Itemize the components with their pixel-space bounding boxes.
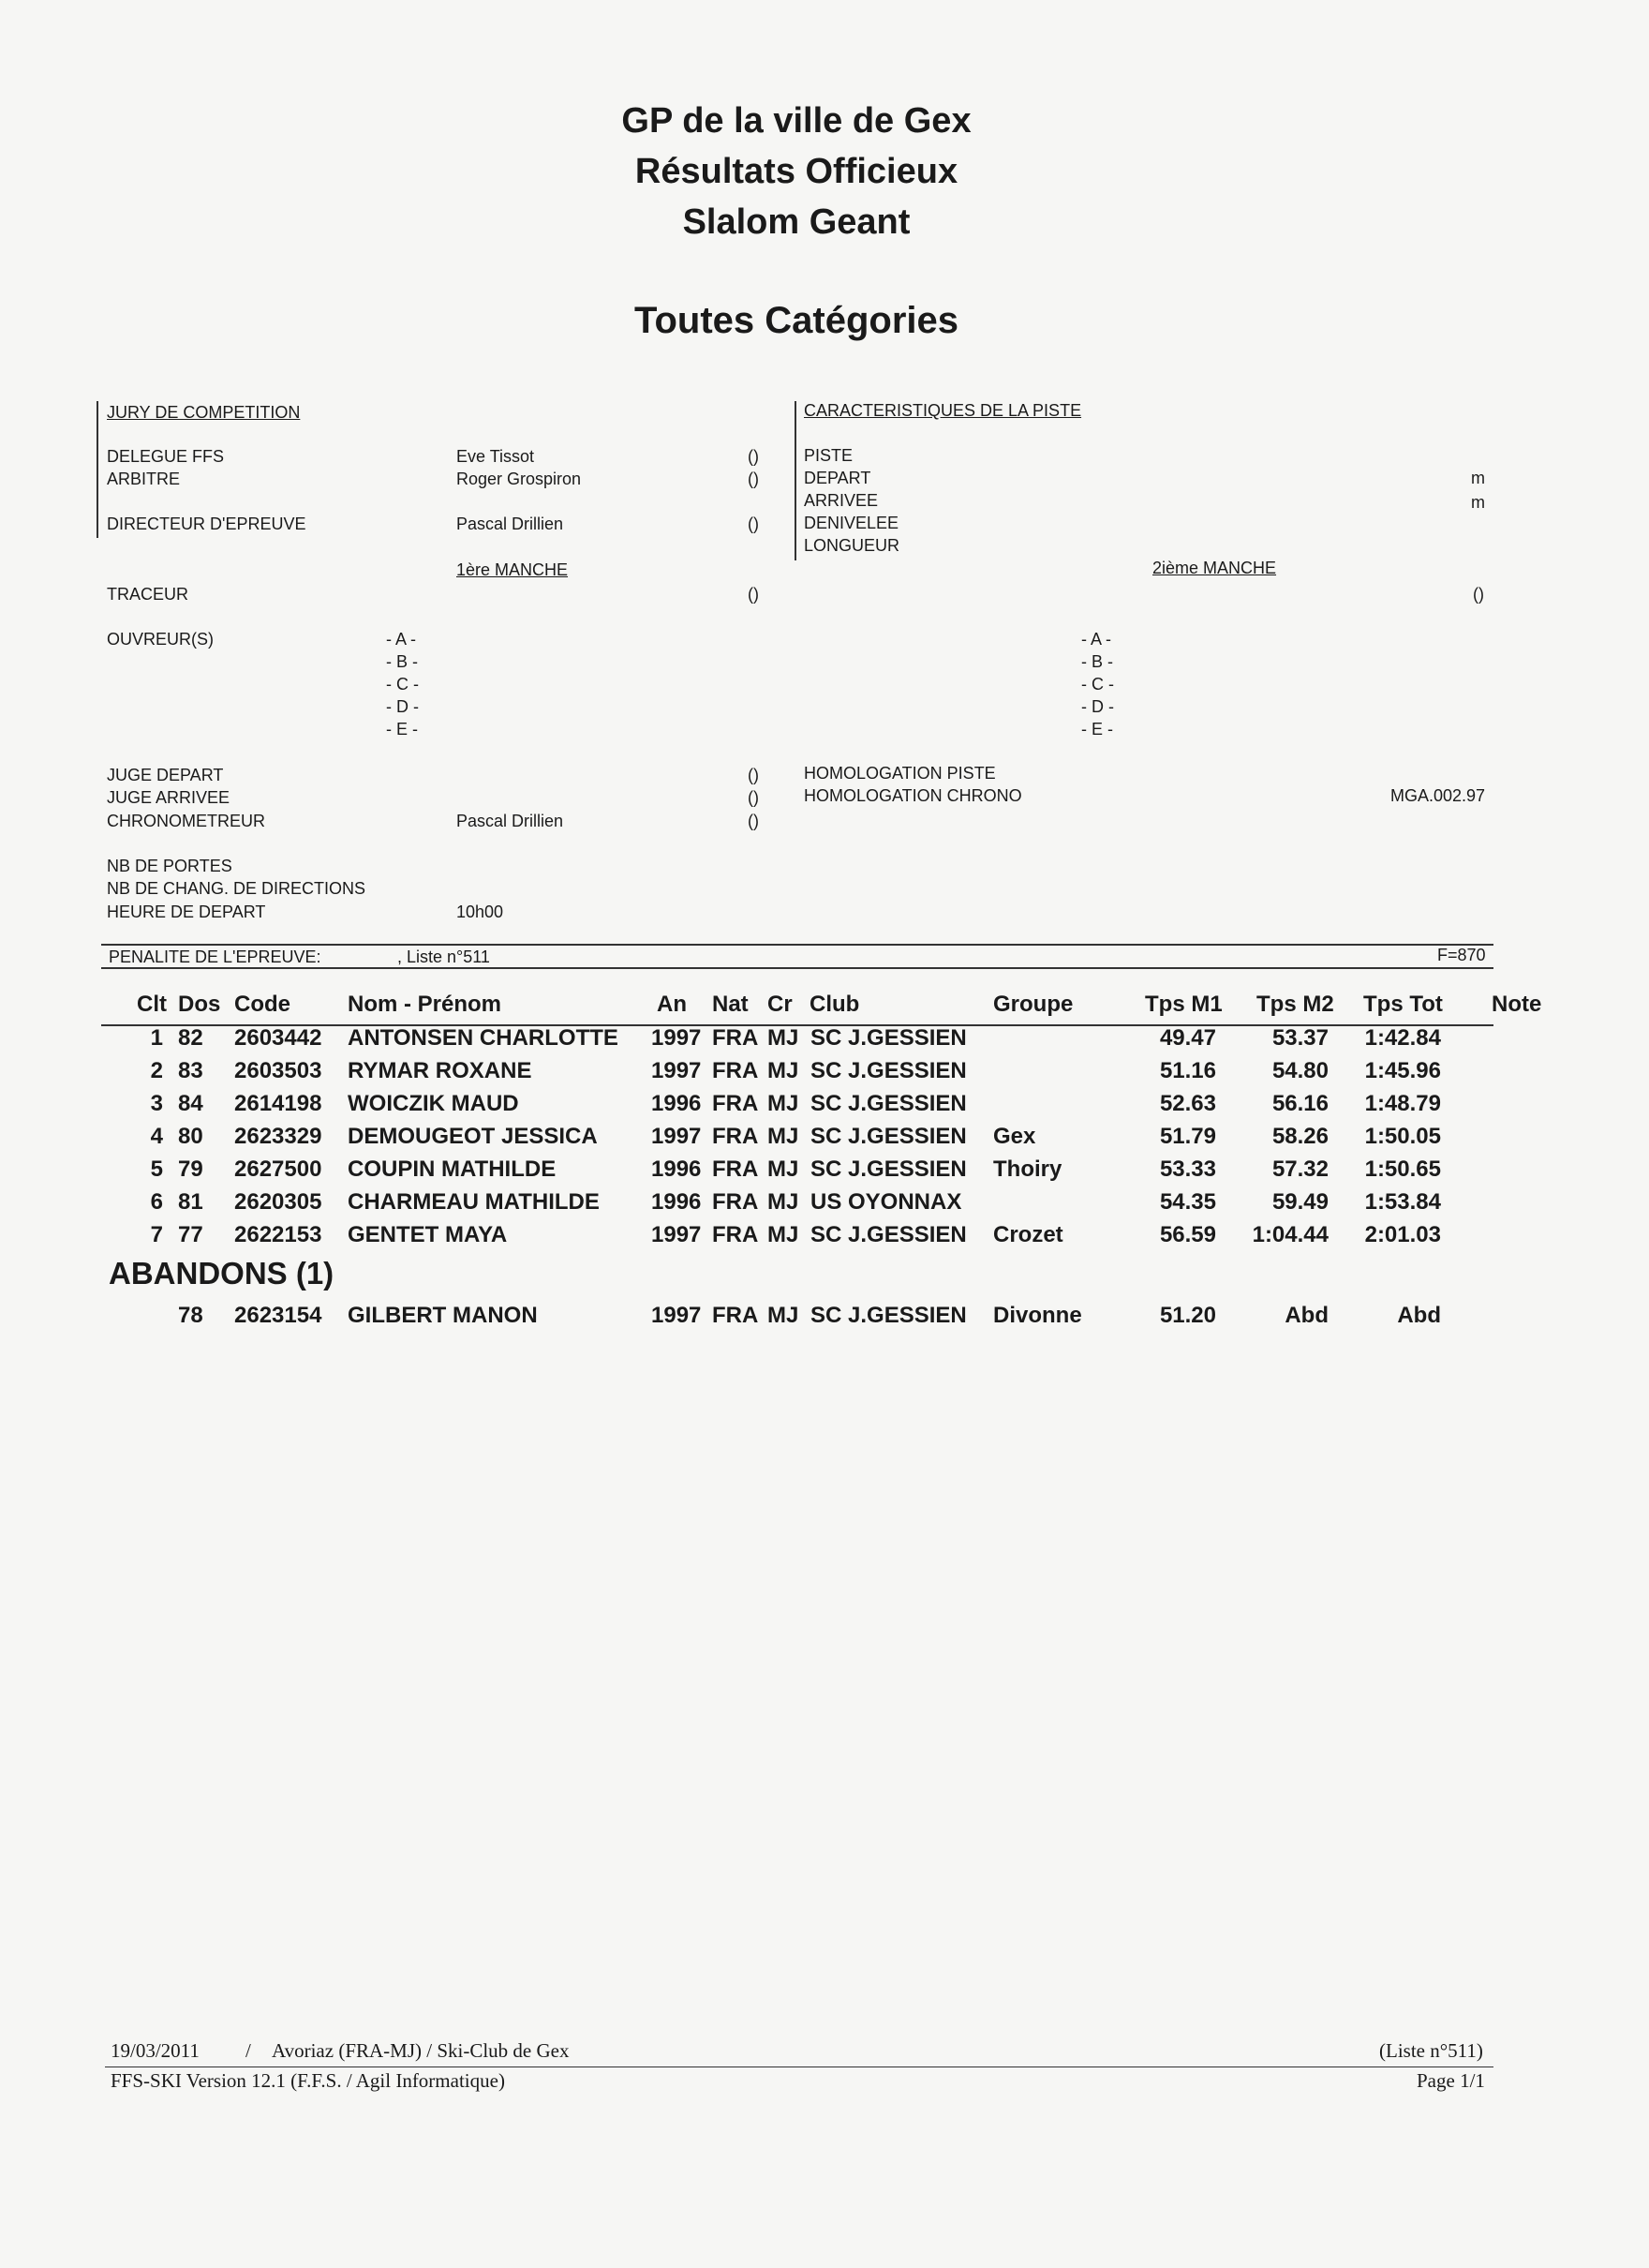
depart-unit: m (1471, 469, 1485, 487)
cell-nom: WOICZIK MAUD (348, 1091, 519, 1116)
footer-event: Avoriaz (FRA-MJ) / Ski-Club de Gex (272, 2039, 570, 2062)
cell-an: 1996 (651, 1189, 702, 1215)
cell-m2: Abd (1285, 1303, 1329, 1328)
cell-m2: 59.49 (1271, 1189, 1329, 1215)
cell-tot: 1:42.84 (1364, 1025, 1441, 1051)
arbitre-name: Roger Grospiron (456, 470, 582, 488)
cell-an: 1997 (651, 1058, 702, 1083)
ouvreur-slot: - D - (386, 697, 419, 716)
ouvreur-slot: - A - (386, 630, 417, 649)
cell-tot: Abd (1397, 1303, 1441, 1328)
cell-dos: 78 (178, 1303, 203, 1328)
cell-club: SC J.GESSIEN (810, 1124, 967, 1149)
penalite-f-value: F=870 (1437, 946, 1486, 964)
cell-nom: GILBERT MANON (348, 1303, 538, 1328)
cell-club: SC J.GESSIEN (810, 1025, 967, 1051)
chrono-name: Pascal Drillien (456, 812, 564, 830)
cell-nat: FRA (712, 1091, 759, 1116)
chrono-paren: () (748, 812, 759, 830)
cell-clt: 2 (150, 1058, 163, 1083)
table-row (0, 1189, 1593, 1221)
cell-nat: FRA (712, 1058, 759, 1083)
abandons-title: ABANDONS (1) (109, 1256, 334, 1291)
footer-liste: (Liste n°511) (1379, 2039, 1483, 2062)
directeur-paren: () (748, 515, 759, 533)
cell-code: 2623154 (234, 1303, 322, 1328)
cell-tot: 1:50.05 (1364, 1124, 1441, 1149)
cell-nom: RYMAR ROXANE (348, 1058, 532, 1083)
penalite-label: PENALITE DE L'EPREUVE: (109, 947, 321, 966)
ouvreur-slot: - E - (1081, 720, 1113, 739)
cell-code: 2620305 (234, 1189, 322, 1215)
cell-clt: 3 (150, 1091, 163, 1116)
cell-cr: MJ (767, 1303, 799, 1328)
cell-nat: FRA (712, 1189, 759, 1215)
denivelee-label: DENIVELEE (804, 514, 899, 532)
cell-club: SC J.GESSIEN (810, 1156, 967, 1182)
cell-dos: 84 (178, 1091, 203, 1116)
cell-an: 1997 (651, 1124, 702, 1149)
cell-cr: MJ (767, 1091, 799, 1116)
manche1-heading: 1ère MANCHE (456, 560, 569, 579)
cell-m2: 56.16 (1271, 1091, 1329, 1116)
directions-label: NB DE CHANG. DE DIRECTIONS (107, 879, 366, 898)
table-row (0, 1124, 1593, 1156)
cell-groupe: Crozet (993, 1222, 1063, 1247)
delegue-paren: () (748, 447, 759, 466)
cell-nat: FRA (712, 1124, 759, 1149)
cell-nat: FRA (712, 1025, 759, 1051)
ouvreur-slot: - D - (1081, 697, 1114, 716)
depart-label: DEPART (804, 469, 871, 487)
piste-heading: CARACTERISTIQUES DE LA PISTE (804, 401, 1082, 420)
cell-cr: MJ (767, 1222, 799, 1247)
penalite-top-line (101, 944, 1493, 946)
cell-tot: 1:53.84 (1364, 1189, 1441, 1215)
ouvreur-slot: - C - (386, 675, 419, 694)
cell-an: 1997 (651, 1303, 702, 1328)
cell-groupe: Thoiry (993, 1156, 1062, 1182)
col-dos: Dos (178, 992, 221, 1017)
table-row (0, 1156, 1593, 1188)
cell-groupe: Divonne (993, 1303, 1082, 1328)
traceur-paren-1: () (748, 585, 759, 604)
cell-cr: MJ (767, 1189, 799, 1215)
homol-piste-label: HOMOLOGATION PISTE (804, 764, 996, 783)
cell-m1: 53.33 (1159, 1156, 1216, 1182)
title-event: GP de la ville de Gex (621, 101, 972, 141)
col-an: An (657, 992, 687, 1017)
footer-date: 19/03/2011 (111, 2039, 200, 2062)
table-row (0, 1058, 1593, 1090)
cell-nom: ANTONSEN CHARLOTTE (348, 1025, 618, 1051)
cell-club: SC J.GESSIEN (810, 1222, 967, 1247)
cell-cr: MJ (767, 1025, 799, 1051)
title-results: Résultats Officieux (634, 152, 958, 191)
juge-arrivee-label: JUGE ARRIVEE (107, 788, 230, 807)
cell-dos: 77 (178, 1222, 203, 1247)
juge-depart-label: JUGE DEPART (107, 766, 224, 784)
traceur-label: TRACEUR (107, 585, 189, 604)
cell-nom: COUPIN MATHILDE (348, 1156, 557, 1182)
col-cr: Cr (767, 992, 793, 1017)
col-nom: Nom - Prénom (348, 992, 502, 1017)
longueur-label: LONGUEUR (804, 536, 900, 555)
ouvreur-slot: - C - (1081, 675, 1114, 694)
title-category: Toutes Catégories (634, 300, 958, 341)
footer-page: Page 1/1 (1417, 2069, 1485, 2092)
cell-m1: 51.16 (1159, 1058, 1216, 1083)
table-row (0, 1091, 1593, 1123)
penalite-bottom-line (101, 967, 1493, 969)
cell-an: 1997 (651, 1025, 702, 1051)
cell-clt: 5 (150, 1156, 163, 1182)
cell-dos: 81 (178, 1189, 203, 1215)
cell-m1: 52.63 (1159, 1091, 1216, 1116)
cell-nom: DEMOUGEOT JESSICA (348, 1124, 598, 1149)
cell-club: SC J.GESSIEN (810, 1091, 967, 1116)
cell-nom: CHARMEAU MATHILDE (348, 1189, 600, 1215)
cell-tot: 2:01.03 (1364, 1222, 1441, 1247)
ouvreur-slot: - B - (1081, 652, 1113, 671)
cell-m1: 51.20 (1159, 1303, 1216, 1328)
cell-dos: 82 (178, 1025, 203, 1051)
table-header (0, 992, 1593, 1023)
ouvreur-slot: - E - (386, 720, 418, 739)
table-row (0, 1222, 1593, 1254)
heure-label: HEURE DE DEPART (107, 903, 266, 921)
portes-label: NB DE PORTES (107, 857, 232, 875)
col-nat: Nat (712, 992, 749, 1017)
directeur-name: Pascal Drillien (456, 515, 564, 533)
cell-code: 2627500 (234, 1156, 322, 1182)
col-m1: Tps M1 (1145, 992, 1223, 1017)
table-row (0, 1303, 1593, 1335)
cell-code: 2622153 (234, 1222, 322, 1247)
cell-m2: 58.26 (1271, 1124, 1329, 1149)
piste-border (795, 401, 796, 560)
cell-nat: FRA (712, 1222, 759, 1247)
cell-an: 1997 (651, 1222, 702, 1247)
col-m2: Tps M2 (1256, 992, 1334, 1017)
cell-tot: 1:48.79 (1364, 1091, 1441, 1116)
cell-code: 2603503 (234, 1058, 322, 1083)
cell-clt: 6 (150, 1189, 163, 1215)
chrono-label: CHRONOMETREUR (107, 812, 265, 830)
cell-clt: 7 (150, 1222, 163, 1247)
title-discipline: Slalom Geant (682, 202, 911, 242)
footer-software: FFS-SKI Version 12.1 (F.F.S. / Agil Informatique) (111, 2069, 505, 2092)
cell-club: US OYONNAX (810, 1189, 962, 1215)
footer-slash: / (245, 2039, 251, 2062)
jury-border (97, 401, 98, 538)
col-club: Club (810, 992, 860, 1017)
table-row (0, 1025, 1593, 1057)
cell-dos: 83 (178, 1058, 203, 1083)
arbitre-label: ARBITRE (107, 470, 181, 488)
juge-arrivee-paren: () (748, 788, 759, 807)
cell-groupe: Gex (993, 1124, 1036, 1149)
cell-code: 2623329 (234, 1124, 322, 1149)
cell-m1: 51.79 (1159, 1124, 1216, 1149)
cell-cr: MJ (767, 1058, 799, 1083)
cell-nom: GENTET MAYA (348, 1222, 508, 1247)
arrivee-unit: m (1471, 493, 1485, 512)
col-note: Note (1492, 992, 1542, 1017)
delegue-name: Eve Tissot (456, 447, 535, 466)
manche2-heading: 2ième MANCHE (1152, 559, 1277, 577)
cell-an: 1996 (651, 1156, 702, 1182)
arbitre-paren: () (748, 470, 759, 488)
cell-club: SC J.GESSIEN (810, 1058, 967, 1083)
cell-tot: 1:45.96 (1364, 1058, 1441, 1083)
col-code: Code (234, 992, 290, 1017)
homol-chrono-value: MGA.002.97 (1390, 786, 1486, 805)
directeur-label: DIRECTEUR D'EPREUVE (107, 515, 306, 533)
jury-heading: JURY DE COMPETITION (107, 403, 301, 422)
cell-clt: 1 (150, 1025, 163, 1051)
delegue-label: DELEGUE FFS (107, 447, 225, 466)
cell-club: SC J.GESSIEN (810, 1303, 967, 1328)
cell-cr: MJ (767, 1124, 799, 1149)
cell-nat: FRA (712, 1303, 759, 1328)
cell-code: 2603442 (234, 1025, 322, 1051)
cell-nat: FRA (712, 1156, 759, 1182)
cell-m2: 57.32 (1271, 1156, 1329, 1182)
cell-tot: 1:50.65 (1364, 1156, 1441, 1182)
ouvreur-slot: - A - (1081, 630, 1112, 649)
cell-cr: MJ (767, 1156, 799, 1182)
col-groupe: Groupe (993, 992, 1074, 1017)
cell-m2: 54.80 (1271, 1058, 1329, 1083)
heure-value: 10h00 (456, 903, 504, 921)
arrivee-label: ARRIVEE (804, 491, 879, 510)
cell-m1: 54.35 (1159, 1189, 1216, 1215)
cell-code: 2614198 (234, 1091, 322, 1116)
cell-m2: 1:04.44 (1252, 1222, 1329, 1247)
cell-an: 1996 (651, 1091, 702, 1116)
homol-chrono-label: HOMOLOGATION CHRONO (804, 786, 1022, 805)
cell-dos: 79 (178, 1156, 203, 1182)
col-clt: Clt (137, 992, 167, 1017)
penalite-liste: , Liste n°511 (397, 947, 490, 966)
ouvreur-slot: - B - (386, 652, 418, 671)
piste-label: PISTE (804, 446, 854, 465)
cell-m2: 53.37 (1271, 1025, 1329, 1051)
ouvreurs-label: OUVREUR(S) (107, 630, 215, 649)
cell-m1: 49.47 (1159, 1025, 1216, 1051)
juge-depart-paren: () (748, 766, 759, 784)
cell-clt: 4 (150, 1124, 163, 1149)
traceur-paren-2: () (1473, 585, 1484, 604)
col-tot: Tps Tot (1363, 992, 1443, 1017)
cell-dos: 80 (178, 1124, 203, 1149)
cell-m1: 56.59 (1159, 1222, 1216, 1247)
